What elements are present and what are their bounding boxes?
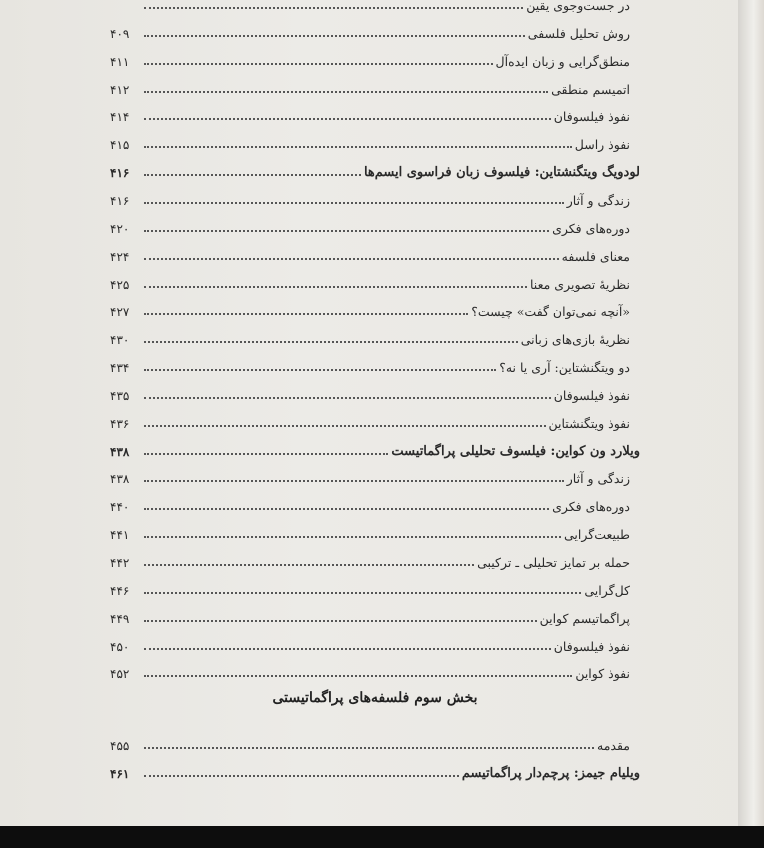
dot-leader <box>144 425 546 427</box>
toc-entry-page-number: ۴۱۶ <box>110 194 130 208</box>
toc-entry-page-number: ۴۲۷ <box>110 305 130 319</box>
toc-entry <box>110 131 640 151</box>
toc-entry-page-number: ۴۴۰ <box>110 500 130 514</box>
toc-entry <box>110 76 640 96</box>
toc-entry <box>110 215 640 235</box>
toc-entry-page-number: ۴۳۰ <box>110 333 130 347</box>
dot-leader <box>144 480 564 482</box>
dot-leader <box>144 63 493 65</box>
toc-entry <box>110 521 640 541</box>
toc-entry <box>110 438 640 458</box>
dot-leader <box>144 592 581 594</box>
toc-entry <box>110 103 640 123</box>
toc-entry-page-number: ۴۱۶ <box>110 166 130 180</box>
dot-leader <box>144 258 559 260</box>
toc-entry-page-number: ۴۴۲ <box>110 556 130 570</box>
toc-entry-title: نظریهٔ بازی‌های زبانی <box>520 331 630 347</box>
dot-leader <box>144 536 561 538</box>
toc-entry-page-number: ۴۱۴ <box>110 110 130 124</box>
toc-entry <box>110 187 640 207</box>
section-heading: بخش سوم فلسفه‌های پراگماتیستی <box>272 690 478 706</box>
toc-entry-page-number: ۴۳۸ <box>110 472 130 486</box>
dot-leader <box>144 230 549 232</box>
dot-leader <box>144 648 551 650</box>
toc-entry-title: مقدمه <box>597 737 630 753</box>
toc-entry <box>110 410 640 430</box>
dot-leader <box>144 397 551 399</box>
toc-entry-title: نفوذ فیلسوفان <box>553 638 630 654</box>
dot-leader <box>144 146 572 148</box>
toc-entry <box>110 48 640 68</box>
toc-entry-title: در جست‌وجوی یقین <box>526 0 630 13</box>
toc-entry-page-number: ۴۱۱ <box>110 55 130 69</box>
toc-entry-title: منطق‌گرایی و زبان ایده‌آل <box>495 53 630 69</box>
toc-entry-page-number: ۴۴۹ <box>110 612 130 626</box>
bottom-shadow <box>0 826 764 848</box>
toc-entry-page-number: ۴۳۶ <box>110 417 130 431</box>
dot-leader <box>144 564 474 566</box>
toc-entry <box>110 633 640 653</box>
toc-entry-page-number: ۴۴۱ <box>110 528 130 542</box>
toc-entry <box>110 298 640 318</box>
dot-leader <box>144 35 525 37</box>
toc-entry-page-number: ۴۳۴ <box>110 361 130 375</box>
toc-entry-title: نفوذ فیلسوفان <box>553 387 630 403</box>
toc-entry <box>110 0 640 12</box>
dot-leader <box>144 174 361 176</box>
toc-entry-title: نفوذ کواین <box>575 665 630 681</box>
dot-leader <box>144 747 594 749</box>
toc-entry <box>110 493 640 513</box>
toc-entry-title: دو ویتگنشتاین: آری یا نه؟ <box>499 359 630 375</box>
toc-entry-page-number: ۴۲۵ <box>110 278 130 292</box>
dot-leader <box>144 775 459 777</box>
toc-entry-title: دوره‌های فکری <box>552 220 630 236</box>
toc-entry-page-number: ۴۱۵ <box>110 138 130 152</box>
toc-entry-title: ویلارد ون کواین: فیلسوف تحلیلی پراگماتیست <box>391 444 640 459</box>
toc-entry-title: نفوذ راسل <box>574 136 630 152</box>
toc-entry-page-number: ۴۶۱ <box>110 767 130 781</box>
toc-entry-title: لودویگ ویتگنشتاین: فیلسوف زبان فراسوی ایسم‌ها <box>363 165 640 180</box>
toc-entry-title: زندگی و آثار <box>566 192 630 208</box>
toc-entry-page-number: ۴۵۵ <box>110 739 130 753</box>
dot-leader <box>144 620 537 622</box>
dot-leader <box>144 118 551 120</box>
toc-entry-page-number: ۴۲۴ <box>110 250 130 264</box>
dot-leader <box>144 369 496 371</box>
toc-entry-title: نفوذ ویتگنشتاین <box>548 415 630 431</box>
toc-entry-title: «آنچه نمی‌توان گفت» چیست؟ <box>471 303 630 319</box>
toc-entry-title: معنای فلسفه <box>561 248 630 264</box>
toc-entry-title: دوره‌های فکری <box>552 498 630 514</box>
toc-entry-page-number: ۴۳۸ <box>110 445 130 459</box>
toc-entry-title: اتمیسم منطقی <box>551 81 630 97</box>
toc-entry-page-number: ۴۱۲ <box>110 83 130 97</box>
toc-entry-title: نفوذ فیلسوفان <box>553 108 630 124</box>
toc-entry-title: پراگماتیسم کواین <box>539 610 630 626</box>
toc-entry-page-number: ۴۳۵ <box>110 389 130 403</box>
dot-leader <box>144 286 527 288</box>
toc-entry <box>110 382 640 402</box>
toc-entry-title: ویلیام جیمز: پرچم‌دار پراگماتیسم <box>461 766 640 781</box>
page-edge <box>738 0 764 826</box>
toc-entry <box>110 159 640 179</box>
dot-leader <box>144 508 549 510</box>
toc-entry-title: کل‌گرایی <box>584 582 630 598</box>
toc-entry-title: حمله بر تمایز تحلیلی ـ ترکیبی <box>477 554 630 570</box>
toc-entry-page-number: ۴۲۰ <box>110 222 130 236</box>
toc-entry-title: طبیعت‌گرایی <box>563 526 630 542</box>
toc-entry <box>110 732 640 752</box>
toc-entry-title: زندگی و آثار <box>566 470 630 486</box>
toc-entry-page-number: ۴۵۰ <box>110 640 130 654</box>
dot-leader <box>144 453 388 455</box>
toc-entry <box>110 660 640 680</box>
toc-entry <box>110 354 640 374</box>
dot-leader <box>144 91 548 93</box>
toc-entry <box>110 271 640 291</box>
toc-entry <box>110 326 640 346</box>
toc-entry <box>110 20 640 40</box>
toc-entry-page-number: ۴۰۹ <box>110 27 130 41</box>
dot-leader <box>144 313 468 315</box>
dot-leader <box>144 341 518 343</box>
toc-entry-title: نظریهٔ تصویری معنا <box>530 276 630 292</box>
toc-entry <box>110 465 640 485</box>
toc-entry <box>110 549 640 569</box>
dot-leader <box>144 675 572 677</box>
toc-entry <box>110 243 640 263</box>
toc-entry-page-number: ۴۵۲ <box>110 667 130 681</box>
toc-entry <box>110 577 640 597</box>
dot-leader <box>144 7 523 9</box>
toc-entry-page-number: ۴۴۶ <box>110 584 130 598</box>
toc-entry <box>110 605 640 625</box>
dot-leader <box>144 202 564 204</box>
toc-entry <box>110 760 640 780</box>
toc-entry-title: روش تحلیل فلسفی <box>527 25 630 41</box>
